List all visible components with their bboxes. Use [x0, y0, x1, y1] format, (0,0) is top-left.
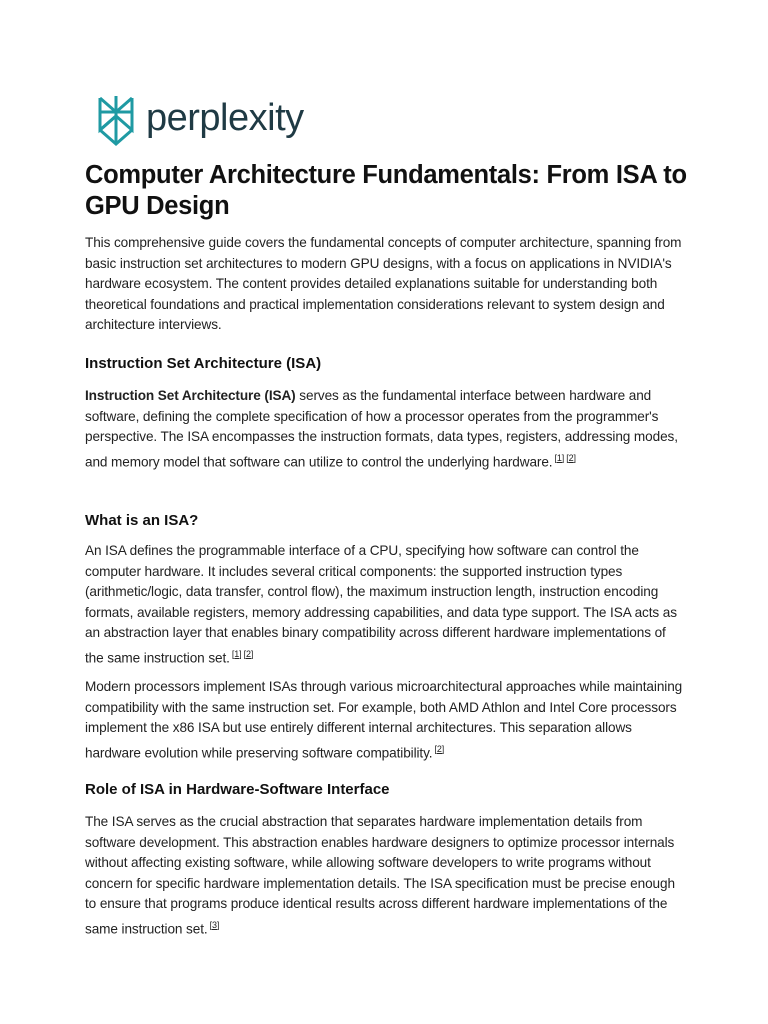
perplexity-logo-icon	[94, 94, 138, 146]
section-heading-role-of-isa: Role of ISA in Hardware-Software Interface	[85, 781, 390, 798]
citation-link[interactable]: [2]	[434, 743, 445, 754]
paragraph-text: An ISA defines the programmable interface of a CPU, specifying how software can control the computer hardware. It includes several critical components: the supported instruction types (arithmetic/logic, data transfer, control flow), the maximum instruction length, instruction encoding formats, available registers, memory addressing capabilities, and data type support. The ISA acts as an abstraction layer that enables binary compatibility across different hardware implementations of the same instruction set.	[85, 543, 677, 666]
isa-paragraph-text: serves as the fundamental interface between hardware and software, defining the complete specification of how a processor operates from the programmer's perspective. The ISA encompasses the instruction formats, data types, registers, addressing modes, and memory model that software can utilize to control the underlying hardware.	[85, 388, 678, 470]
isa-paragraph	[85, 386, 685, 473]
perplexity-logo	[94, 94, 304, 146]
page-title: Computer Architecture Fundamentals: From ISA to GPU Design	[85, 161, 687, 220]
role-of-isa-paragraph	[85, 812, 685, 940]
section-heading-isa: Instruction Set Architecture (ISA)	[85, 355, 322, 372]
paragraph-text: The ISA serves as the crucial abstraction that separates hardware implementation details from software development. This abstraction enables hardware designers to optimize processor internals without affecting existing software, while allowing software developers to write programs without concern for specific hardware implementation details. The ISA specification must be precise enough to ensure that programs produce identical results across different hardware implementations of the same instruction set.	[85, 814, 675, 937]
citation-link[interactable]: [1]	[231, 648, 242, 659]
isa-bold-term: Instruction Set Architecture (ISA)	[85, 388, 296, 403]
citation-link[interactable]: [2]	[566, 452, 576, 463]
paragraph-text: Modern processors implement ISAs through various microarchitectural approaches while maintaining compatibility with the same instruction set. For example, both AMD Athlon and Intel Core processors implement the x86 ISA but use entirely different internal architectures. This separation allows hardware evolution while preserving software compatibility.	[85, 679, 683, 761]
brand-name: perplexity	[146, 97, 304, 139]
intro-paragraph: This comprehensive guide covers the fundamental concepts of computer architecture, spanning from basic instruction set architectures to modern GPU designs, with a focus on applications in NVIDIA's hardware ecosystem. The content provides detailed explanations suitable for understanding both theoretical foundations and practical implementation considerations relevant to system design and architecture interviews.	[85, 235, 682, 332]
what-is-isa-paragraph-1	[85, 541, 685, 669]
citation-link[interactable]: [1]	[554, 452, 565, 463]
what-is-isa-paragraph-2	[85, 677, 685, 764]
section-heading-what-is-isa: What is an ISA?	[85, 512, 199, 529]
citation-link[interactable]: [3]	[209, 919, 220, 930]
citation-link[interactable]: [2]	[243, 648, 254, 659]
